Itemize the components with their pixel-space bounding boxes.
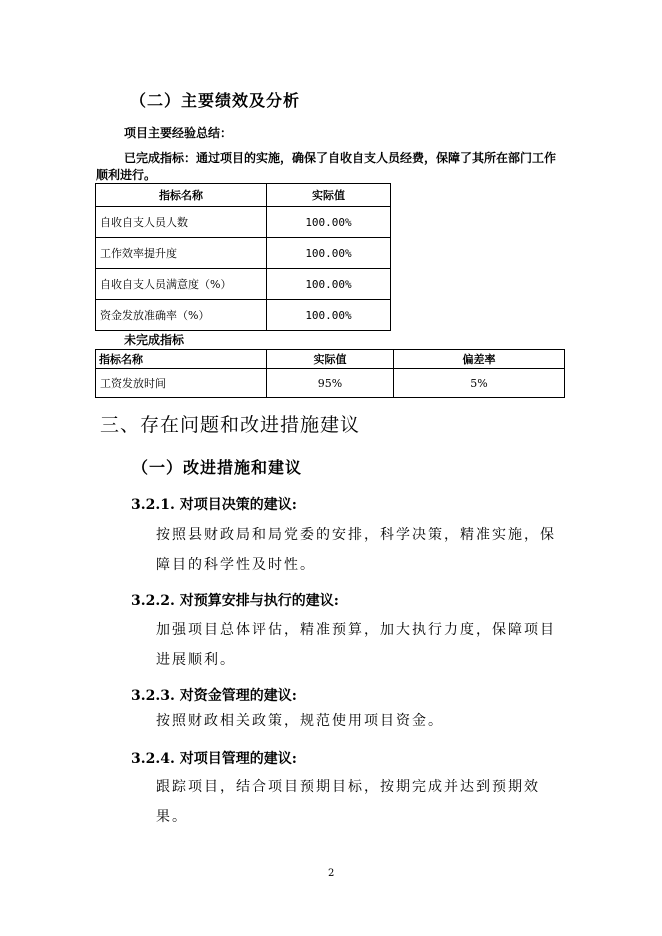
table-header-row (96, 350, 565, 369)
suggestion-text: 加强项目总体评估，精准预算，加大执行力度，保障项目进展顺利。 (156, 622, 556, 668)
header-deviation-rate: 偏差率 (394, 350, 565, 369)
header-indicator-name: 指标名称 (96, 350, 267, 369)
header-actual-value: 实际值 (267, 350, 394, 369)
suggestion-title: 3.2.1. 对项目决策的建议: (131, 497, 297, 513)
table-row (96, 369, 565, 398)
section3-sub-heading: （一）改进措施和建议 (132, 458, 303, 477)
page-number: 2 (328, 868, 335, 879)
completed-indicators-table (95, 183, 391, 331)
indicator-name: 工资发放时间 (96, 369, 267, 398)
indicator-value: 100.00% (267, 238, 391, 269)
table-row (96, 269, 391, 300)
table-header-row (96, 184, 391, 207)
indicator-value: 100.00% (267, 207, 391, 238)
suggestion-title: 3.2.3. 对资金管理的建议: (131, 688, 297, 704)
indicator-name: 自收自支人员人数 (96, 207, 267, 238)
suggestion-text: 按照县财政局和局党委的安排，科学决策，精准实施，保障目的科学性及时性。 (156, 527, 556, 573)
header-actual-value: 实际值 (267, 184, 391, 207)
indicator-name: 自收自支人员满意度（%） (96, 269, 267, 300)
indicator-name: 资金发放准确率（%） (96, 300, 267, 331)
table-row (96, 300, 391, 331)
experience-label: 项目主要经验总结： (124, 126, 233, 140)
indicator-value: 95% (267, 369, 394, 398)
suggestion-title: 3.2.2. 对预算安排与执行的建议: (131, 593, 339, 609)
incomplete-label: 未完成指标 (124, 333, 185, 347)
indicator-value: 100.00% (267, 269, 391, 300)
section-heading-performance: （二）主要绩效及分析 (130, 91, 301, 110)
section3-heading: 三、存在问题和改进措施建议 (100, 414, 361, 436)
suggestion-text: 按照财政相关政策，规范使用项目资金。 (156, 713, 444, 729)
incomplete-indicators-table (95, 349, 565, 398)
indicator-name: 工作效率提升度 (96, 238, 267, 269)
table-row (96, 238, 391, 269)
completed-intro-line1: 已完成指标：通过项目的实施，确保了自收自支人员经费，保障了其所在部门工作 (124, 151, 557, 165)
suggestion-title: 3.2.4. 对项目管理的建议: (131, 751, 297, 767)
header-indicator-name: 指标名称 (96, 184, 267, 207)
indicator-value: 100.00% (267, 300, 391, 331)
suggestion-text: 跟踪项目，结合项目预期目标，按期完成并达到预期效果。 (156, 779, 540, 825)
indicator-deviation: 5% (394, 369, 565, 398)
completed-intro-line2: 顺利进行。 (96, 168, 157, 182)
table-row (96, 207, 391, 238)
